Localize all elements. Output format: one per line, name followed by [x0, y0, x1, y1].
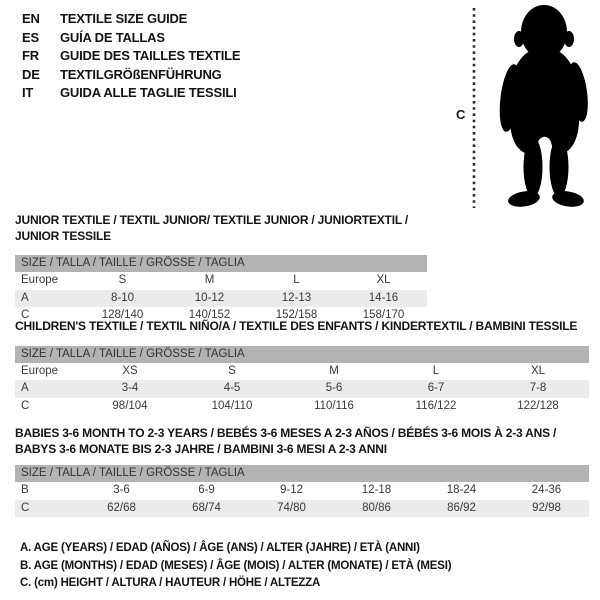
size-table-section: [15, 426, 589, 517]
size-cell: L: [293, 274, 300, 286]
size-table: [15, 255, 427, 325]
size-cell: 3-6: [113, 484, 130, 496]
size-table-section: [15, 319, 589, 415]
legend-line-b: B. AGE (MONTHS) / EDAD (MESES) / ÂGE (MOIS) / ALTER (MONATE) / ETÀ (MESI): [20, 559, 452, 572]
table-row: [15, 272, 427, 290]
size-cell: 110/116: [314, 399, 354, 412]
size-cell: 62/68: [107, 501, 136, 514]
table-row: [15, 482, 589, 500]
size-cell: 158/170: [362, 309, 405, 321]
table-row: [15, 380, 589, 398]
table-row: [15, 500, 589, 518]
lang-label: GUÍA DE TALLAS: [60, 29, 165, 45]
measure-label: C: [456, 107, 466, 122]
table-title-line: JUNIOR TEXTILE / TEXTIL JUNIOR/ TEXTILE JUNIOR / JUNIORTEXTIL / JUNIOR TESSILE: [15, 213, 409, 243]
size-cell: 104/110: [211, 399, 253, 412]
size-cell: 24-36: [531, 484, 562, 496]
size-cell: 86/92: [447, 501, 476, 514]
size-header-bar: SIZE / TALLA / TAILLE / GRÖSSE / TAGLIA: [15, 346, 589, 363]
row-label: B: [21, 484, 29, 496]
size-cell: 8-10: [110, 291, 135, 304]
row-label: C: [21, 501, 30, 514]
size-cell: XS: [122, 364, 138, 377]
lang-label: TEXTILGRÖßENFÜHRUNG: [60, 66, 222, 82]
size-cell: XL: [530, 364, 546, 377]
language-header: [22, 10, 240, 103]
size-cell: 152/158: [275, 309, 318, 321]
lang-label: GUIDA ALLE TAGLIE TESSILI: [60, 85, 237, 100]
row-label: A: [21, 382, 29, 394]
size-cell: 6-7: [427, 382, 445, 394]
lang-label: TEXTILE SIZE GUIDE: [60, 11, 188, 26]
legend: [20, 540, 451, 593]
size-cell: L: [432, 364, 440, 377]
size-header-bar: SIZE / TALLA / TAILLE / GRÖSSE / TAGLIA: [15, 465, 589, 482]
lang-row-fr: [22, 47, 240, 66]
size-cell: 18-24: [446, 484, 477, 496]
lang-row-de: [22, 66, 240, 85]
size-figure: [452, 2, 600, 212]
legend-line-a: A. AGE (YEARS) / EDAD (AÑOS) / ÂGE (ANS) / ALTER (JAHRE) / ETÀ (ANNI): [20, 542, 420, 554]
size-cell: 9-12: [279, 484, 304, 496]
baby-silhouette-icon: [452, 2, 600, 212]
size-cell: XL: [376, 274, 391, 286]
lang-row-es: [22, 29, 240, 48]
lang-code: DE: [22, 66, 40, 82]
size-table: [15, 465, 589, 517]
size-cell: M: [204, 274, 215, 286]
legend-line-c: C. (cm) HEIGHT / ALTURA / HAUTEUR / HÖHE / ALTEZZA: [20, 577, 321, 589]
table-row: [15, 363, 589, 381]
size-table: [15, 346, 589, 416]
size-cell: 10-12: [194, 291, 225, 304]
table-title-line: CHILDREN'S TEXTILE / TEXTIL NIÑO/A / TEXTILE DES ENFANTS / KINDERTEXTIL / BAMBINI TESSILE: [15, 319, 578, 333]
table-row: [15, 398, 589, 416]
lang-code: FR: [22, 48, 39, 63]
table-title: [15, 319, 589, 335]
size-cell: 12-13: [281, 291, 312, 304]
size-cell: 80/86: [362, 501, 391, 514]
table-title-line: BABYS 3-6 MONATE BIS 2-3 JAHRE / BAMBINI 3-6 MESI A 2-3 ANNI: [15, 441, 387, 456]
size-cell: M: [329, 364, 339, 377]
size-cell: 116/122: [415, 399, 457, 412]
lang-row-it: [22, 84, 240, 103]
table-title: [15, 426, 589, 457]
table-title-line: BABIES 3-6 MONTH TO 2-3 YEARS / BEBÉS 3-6 MESES A 2-3 AÑOS / BÉBÉS 3-6 MOIS À 2-3 ANS /: [15, 426, 557, 440]
row-label: A: [21, 291, 29, 304]
size-cell: 92/98: [532, 501, 561, 514]
row-label: C: [21, 399, 30, 412]
size-cell: 6-9: [198, 484, 215, 496]
size-cell: 74/80: [277, 501, 306, 514]
size-header-bar: SIZE / TALLA / TAILLE / GRÖSSE / TAGLIA: [15, 255, 427, 272]
size-cell: 12-18: [361, 484, 392, 496]
size-cell: 128/140: [101, 309, 144, 321]
size-cell: 5-6: [325, 382, 343, 394]
lang-code: EN: [22, 11, 40, 26]
size-cell: S: [228, 364, 236, 377]
size-table-section: [15, 213, 427, 325]
table-title: [15, 213, 427, 244]
row-label: Europe: [21, 274, 59, 286]
lang-code: IT: [22, 85, 34, 100]
size-cell: 140/152: [188, 309, 231, 321]
size-cell: S: [118, 274, 127, 286]
size-cell: 98/104: [112, 399, 148, 412]
size-cell: 14-16: [368, 291, 399, 304]
row-label: Europe: [21, 364, 59, 377]
size-cell: 3-4: [121, 382, 139, 394]
row-label: C: [21, 309, 30, 321]
size-cell: 4-5: [223, 382, 241, 394]
lang-row-en: [22, 10, 240, 29]
lang-code: ES: [22, 29, 39, 45]
size-cell: 7-8: [529, 382, 547, 394]
lang-label: GUIDE DES TAILLES TEXTILE: [60, 48, 241, 63]
size-cell: 122/128: [517, 399, 559, 412]
table-row: [15, 290, 427, 308]
size-cell: 68/74: [192, 501, 221, 514]
